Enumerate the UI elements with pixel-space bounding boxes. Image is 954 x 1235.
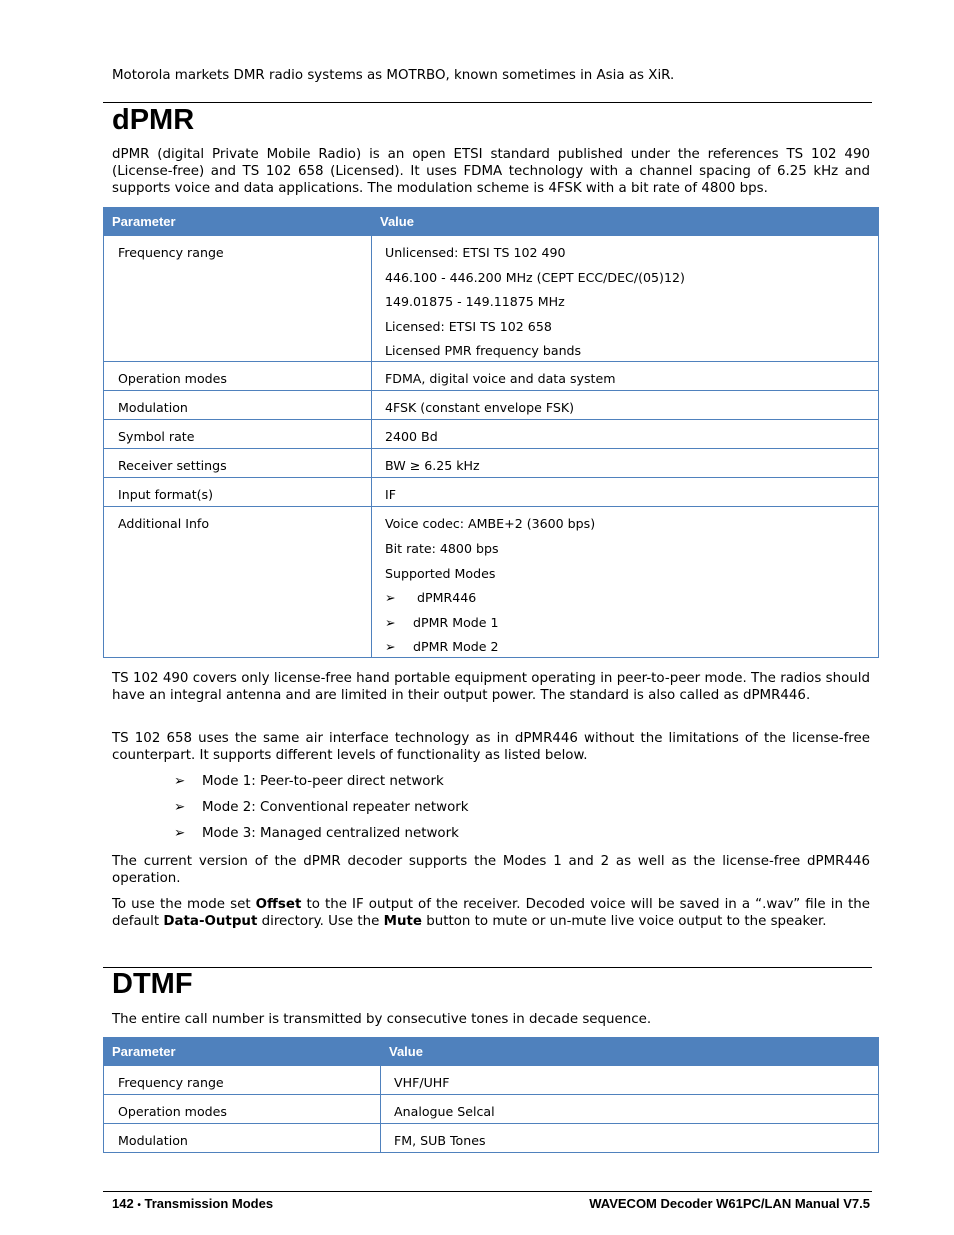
dpmr-heading: dPMR	[112, 104, 195, 136]
list-item: ➢ Mode 1: Peer-to-peer direct network	[174, 774, 444, 789]
value-line: Licensed: ETSI TS 102 658	[385, 318, 552, 334]
table-header-parameter: Parameter	[104, 208, 372, 236]
arrow-bullet-icon: ➢	[174, 800, 186, 815]
value-cell: 4FSK (constant envelope FSK)	[385, 400, 575, 416]
param-cell: Receiver settings	[118, 458, 227, 474]
intro-text: Motorola markets DMR radio systems as MOTRBO, known sometimes in Asia as XiR.	[112, 68, 675, 83]
table-row	[104, 507, 879, 658]
table-header-value: Value	[372, 208, 879, 236]
table-row	[104, 449, 879, 478]
arrow-bullet-icon: ➢	[174, 826, 186, 841]
value-line: Supported Modes	[385, 565, 496, 581]
list-item: ➢ dPMR Mode 2	[385, 639, 499, 655]
table-row	[104, 236, 879, 362]
dpmr-paragraph-1: TS 102 490 covers only license-free hand portable equipment operating in peer-to-peer mode. The radios should have an integral antenna and are limited in their output power. The standard is also called as dPMR446.	[112, 671, 870, 703]
arrow-bullet-icon: ➢	[385, 614, 396, 630]
value-cell: Analogue Selcal	[394, 1104, 495, 1119]
value-line: Licensed PMR frequency bands	[385, 343, 582, 359]
table-row	[104, 1124, 879, 1153]
table-row	[104, 1066, 879, 1095]
arrow-bullet-icon: ➢	[385, 639, 396, 655]
page-number: 142	[112, 1196, 134, 1211]
param-cell: Frequency range	[118, 245, 224, 260]
list-item: ➢ dPMR Mode 1	[385, 614, 499, 630]
param-cell: Symbol rate	[118, 429, 195, 445]
value-line: 149.01875 - 149.11875 MHz	[385, 294, 565, 310]
table-row	[104, 362, 879, 391]
list-item: ➢ dPMR446	[385, 590, 477, 606]
dtmf-parameter-table	[103, 1037, 879, 1153]
dpmr-paragraph-4: To use the mode set Offset to the IF output of the receiver. Decoded voice will be saved in a “.wav” file in the default Data-Output directory. Use the Mute button to mute or un-mute live voice output to the speaker.	[112, 897, 870, 929]
value-cell: FDMA, digital voice and data system	[385, 371, 616, 387]
list-item: ➢ Mode 3: Managed centralized network	[174, 826, 459, 841]
list-item: ➢ Mode 2: Conventional repeater network	[174, 800, 469, 815]
footer-bullet: •	[137, 1200, 141, 1211]
value-line: Voice codec: AMBE+2 (3600 bps)	[385, 516, 596, 532]
mode-list	[174, 774, 469, 852]
dtmf-description: The entire call number is transmitted by consecutive tones in decade sequence.	[112, 1012, 652, 1027]
param-cell: Operation modes	[118, 371, 227, 387]
footer-left	[112, 1196, 273, 1211]
table-row	[104, 391, 879, 420]
value-line: Bit rate: 4800 bps	[385, 540, 499, 556]
value-line: Unlicensed: ETSI TS 102 490	[385, 245, 566, 260]
arrow-bullet-icon: ➢	[385, 590, 396, 606]
table-header-parameter: Parameter	[104, 1038, 381, 1066]
value-cell: VHF/UHF	[394, 1075, 450, 1090]
param-cell: Additional Info	[118, 516, 210, 532]
table-header-value: Value	[381, 1038, 879, 1066]
dpmr-description: dPMR (digital Private Mobile Radio) is an open ETSI standard published under the references TS 102 490 (License-free) and TS 102 658 (Licensed). It uses FDMA technology with a channel spacing of 6.25 kHz and supports voice and data applications. The modulation scheme is 4FSK with a bit rate of 4800 bps.	[112, 147, 870, 196]
param-cell: Operation modes	[118, 1104, 227, 1119]
value-cell: FM, SUB Tones	[394, 1133, 486, 1148]
param-cell: Modulation	[118, 400, 188, 416]
footer-section: Transmission Modes	[144, 1196, 274, 1211]
param-cell: Frequency range	[118, 1075, 224, 1090]
dpmr-paragraph-2: TS 102 658 uses the same air interface technology as in dPMR446 without the limitations of the license-free counterpart. It supports different levels of functionality as listed below.	[112, 731, 870, 763]
section-divider	[103, 967, 872, 968]
table-row	[104, 1095, 879, 1124]
value-cell: BW ≥ 6.25 kHz	[385, 458, 480, 474]
footer-manual-title: WAVECOM Decoder W61PC/LAN Manual V7.5	[589, 1196, 870, 1211]
section-divider	[103, 102, 872, 103]
value-cell: 2400 Bd	[385, 429, 438, 445]
table-row	[104, 478, 879, 507]
dtmf-heading: DTMF	[112, 968, 193, 1000]
table-row	[104, 420, 879, 449]
param-cell: Input format(s)	[118, 487, 214, 503]
dpmr-parameter-table	[103, 207, 879, 658]
param-cell: Modulation	[118, 1133, 188, 1148]
value-cell: IF	[385, 487, 396, 503]
value-line: 446.100 - 446.200 MHz (CEPT ECC/DEC/(05)12)	[385, 269, 685, 285]
footer-divider	[103, 1191, 872, 1192]
dpmr-paragraph-3: The current version of the dPMR decoder supports the Modes 1 and 2 as well as the license-free dPMR446 operation.	[112, 854, 870, 886]
arrow-bullet-icon: ➢	[174, 774, 186, 789]
